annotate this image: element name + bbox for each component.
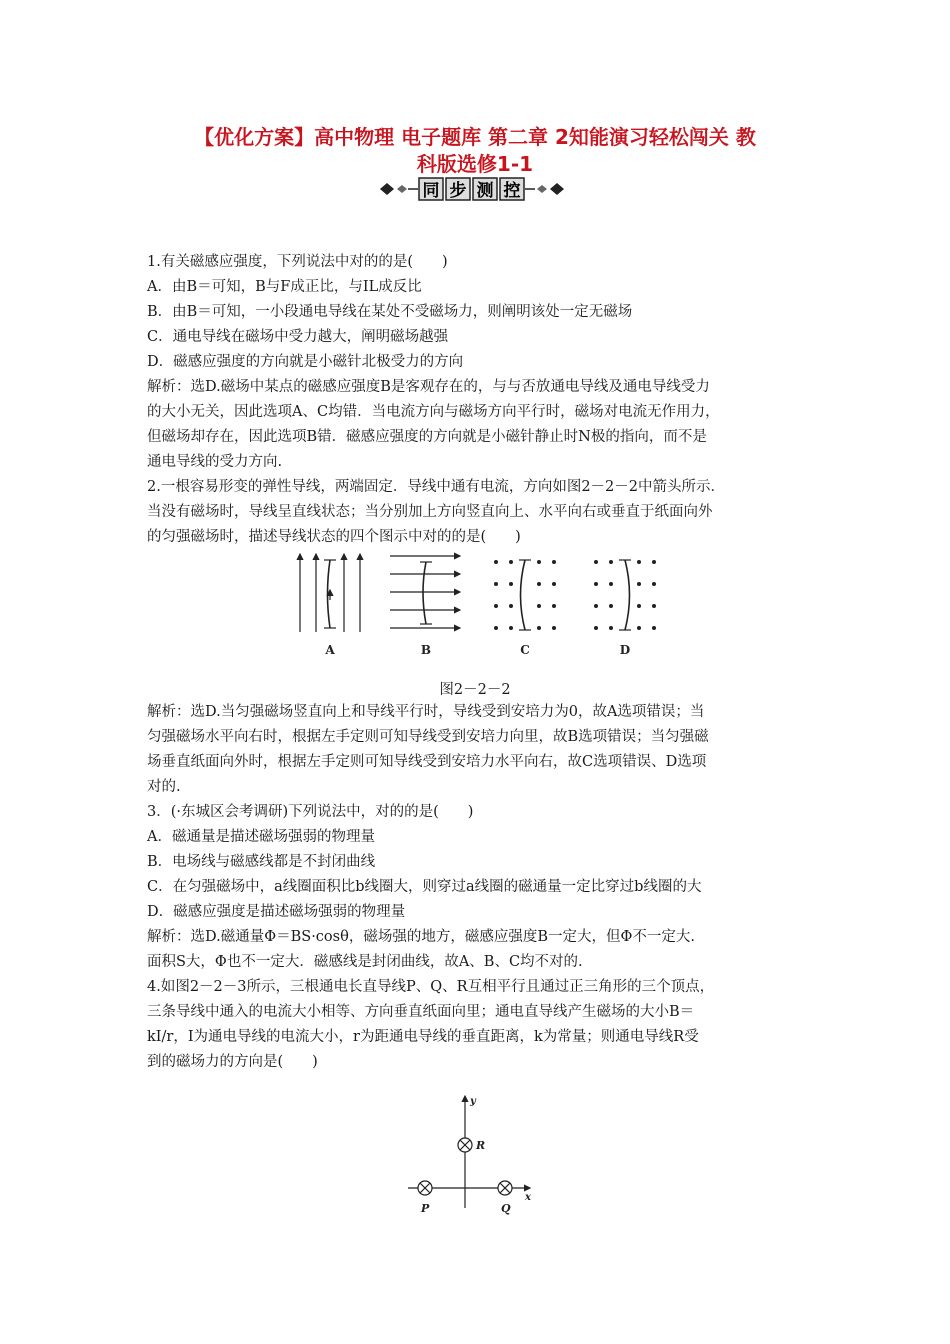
wire-q <box>498 1181 512 1195</box>
text-line: 但磁场却存在，因此选项B错．磁感应强度的方向就是小磁针静止时N极的指向，而不是 <box>147 429 707 445</box>
text-line: kI/r，I为通电导线的电流大小，r为距通电导线的垂直距离，k为常量；则通电导线R受 <box>147 1029 699 1045</box>
text-line: B．电场线与磁感线都是不封闭曲线 <box>147 854 376 870</box>
text-line: A．由B＝可知，B与F成正比，与IL成反比 <box>147 279 422 295</box>
figure-caption: 图2－2－2 <box>439 682 511 698</box>
text-line: 2.一根容易形变的弹性导线，两端固定．导线中通有电流，方向如图2－2－2中箭头所示． <box>147 479 726 495</box>
text-line: 到的磁场力的方向是( ) <box>147 1054 318 1070</box>
banner-char-1: 同 <box>422 181 440 201</box>
text-line: 面积S大，Φ也不一定大．磁感线是封闭曲线，故A、B、C均不对的. <box>147 954 583 970</box>
point-label-p: P <box>421 1202 430 1215</box>
panel-label-b: B <box>420 643 432 657</box>
panel-d <box>594 560 656 630</box>
wire-r <box>458 1138 472 1152</box>
figure-2-2-2 <box>280 550 670 660</box>
point-label-q: Q <box>501 1202 511 1215</box>
text-line: B．由B＝可知，一小段通电导线在某处不受磁场力，则阐明该处一定无磁场 <box>147 304 633 320</box>
text-line: 对的. <box>147 779 181 795</box>
text-line: 解析：选D.磁通量Φ＝BS·cosθ，磁场强的地方，磁感应强度B一定大，但Φ不一定大. <box>147 929 695 945</box>
panel-label-a: A <box>325 643 335 657</box>
wire-p <box>418 1181 432 1195</box>
axis-label-y: y <box>470 1096 476 1107</box>
panel-a <box>300 554 360 632</box>
axis-label-x: x <box>525 1192 531 1203</box>
section-banner <box>0 176 950 202</box>
text-line: 三条导线中通入的电流大小相等、方向垂直纸面向里；通电直导线产生磁场的大小B＝ <box>147 1004 695 1020</box>
document-title-line2: 科版选修1-1 <box>416 152 534 176</box>
panel-b <box>390 556 460 628</box>
document-title-line1: 【优化方案】高中物理 电子题库 第二章 2知能演习轻松闯关 教 <box>194 125 756 149</box>
banner-char-3: 测 <box>476 181 494 201</box>
text-line: 通电导线的受力方向. <box>147 454 283 470</box>
text-line: 解析：选D.磁场中某点的磁感应强度B是客观存在的，与与否放通电导线及通电导线受力 <box>147 379 710 395</box>
panel-c <box>494 560 556 630</box>
text-line: 的大小无关，因此选项A、C均错．当电流方向与磁场方向平行时，磁场对电流无作用力， <box>147 404 720 420</box>
diamond-ornament-right <box>525 183 564 195</box>
banner-boxes <box>419 178 524 201</box>
text-line: D．磁感应强度的方向就是小磁针北极受力的方向 <box>147 354 464 370</box>
banner-char-4: 控 <box>503 181 521 201</box>
text-line: 的匀强磁场时，描述导线状态的四个图示中对的的是( ) <box>147 529 521 545</box>
panel-label-d: D <box>619 643 631 657</box>
text-line: C．在匀强磁场中，a线圈面积比b线圈大，则穿过a线圈的磁通量一定比穿过b线圈的大 <box>147 879 702 895</box>
text-line: 匀强磁场水平向右时，根据左手定则可知导线受到安培力向里，故B选项错误；当匀强磁 <box>147 729 709 745</box>
text-line: 3．(·东城区会考调研)下列说法中，对的的是( ) <box>147 804 474 820</box>
figure-2-2-3 <box>400 1090 550 1220</box>
text-line: C．通电导线在磁场中受力越大，阐明磁场越强 <box>147 329 449 345</box>
diamond-ornament-left <box>380 183 418 195</box>
text-line: 场垂直纸面向外时，根据左手定则可知导线受到安培力水平向右，故C选项错误、D选项 <box>147 754 707 770</box>
text-line: D．磁感应强度是描述磁场强弱的物理量 <box>147 904 406 920</box>
text-line: 当没有磁场时，导线呈直线状态；当分别加上方向竖直向上、水平向右或垂直于纸面向外 <box>147 504 713 520</box>
text-line: A．磁通量是描述磁场强弱的物理量 <box>147 829 375 845</box>
banner-char-2: 步 <box>449 181 467 201</box>
panel-label-c: C <box>520 643 530 657</box>
text-line: 解析：选D.当匀强磁场竖直向上和导线平行时，导线受到安培力为0，故A选项错误；当 <box>147 704 705 720</box>
text-line: 4.如图2－2－3所示，三根通电长直导线P、Q、R互相平行且通过正三角形的三个顶点， <box>147 979 715 995</box>
point-label-r: R <box>476 1139 486 1152</box>
text-line: 1.有关磁感应强度，下列说法中对的的是( ) <box>147 254 448 270</box>
